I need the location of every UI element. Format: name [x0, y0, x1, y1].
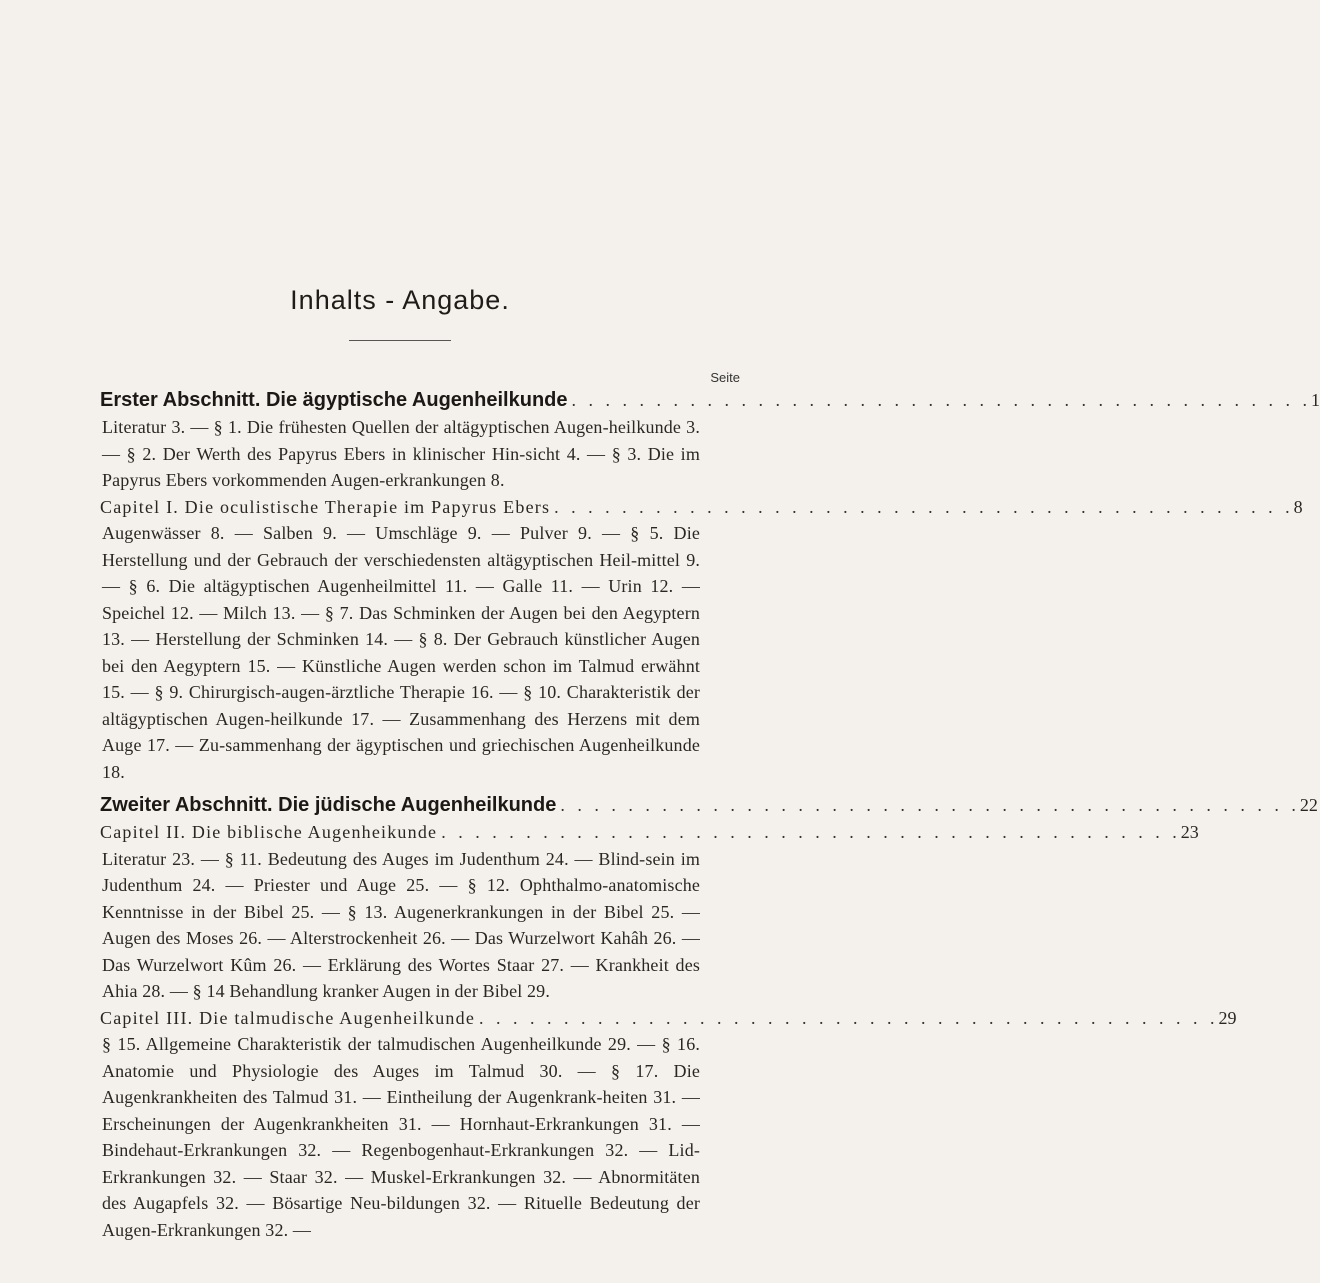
chapter-heading: Capitel I. Die oculistische Therapie im Papyrus Ebers	[100, 496, 551, 517]
toc-section-1[interactable]	[100, 386, 1320, 414]
page-number: 29	[1218, 1007, 1237, 1028]
table-of-contents	[100, 386, 1320, 1243]
page-number: 8	[1293, 496, 1303, 517]
section-contents: Literatur 3. — § 1. Die frühesten Quellen der altägyptischen Augen-heilkunde 3. — § 2. Der Werth des Papyrus Ebers in klinischer Hin-sicht 4. — § 3. Die im Papyrus Ebers vorkommenden Augen-erkrankungen 8.	[102, 417, 700, 490]
leader-dots: . . . . . . . . . . . . . . . . . . . . . . . . . . . . . . . . . . . . . . . . . . . .	[560, 795, 1300, 815]
toc-chapter-1[interactable]	[100, 494, 1303, 521]
page-number: 1	[1311, 390, 1320, 410]
leader-dots: . . . . . . . . . . . . . . . . . . . . . . . . . . . . . . . . . . . . . . . . . . . .	[479, 1007, 1219, 1028]
leader-dots: . . . . . . . . . . . . . . . . . . . . . . . . . . . . . . . . . . . . . . . . . . . .	[571, 390, 1311, 410]
page-number: 22	[1299, 795, 1318, 815]
page-column-label: Seite	[710, 370, 740, 385]
leader-dots: . . . . . . . . . . . . . . . . . . . . . . . . . . . . . . . . . . . . . . . . . . . .	[554, 496, 1294, 517]
page-number: 23	[1180, 822, 1199, 842]
chapter-contents: § 15. Allgemeine Charakteristik der talmudischen Augenheilkunde 29. — § 16. Anatomie und Physiologie des Auges im Talmud 30. — § 17. Die Augenkrankheiten des Talmud 31. — Eintheilung der Augenkrank-heiten 31. — Erscheinungen der Augenkrankheiten 31. — Hornhaut-Erkrankungen 31. — Bindehaut-Erkrankungen 32. — Regenbogenhaut-Erkrankungen 32. — Lid-Erkrankungen 32. — Staar 32. — Muskel-Erkrankungen 32. — Abnormitäten des Augapfels 32. — Bösartige Neu-bildungen 32. — Rituelle Bedeutung der Augen-Erkrankungen 32. —	[102, 1034, 700, 1240]
leader-dots: . . . . . . . . . . . . . . . . . . . . . . . . . . . . . . . . . . . . . . . . . . . .	[441, 822, 1181, 842]
toc-chapter-2[interactable]	[100, 819, 1199, 846]
chapter-contents: Augenwässer 8. — Salben 9. — Umschläge 9. — Pulver 9. — § 5. Die Herstellung und der Gebrauch der verschiedensten altägyptischen Heil-mittel 9. — § 6. Die altägyptischen Augenheilmittel 11. — Galle 11. — Urin 12. — Speichel 12. — Milch 13. — § 7. Das Schminken der Augen bei den Aegyptern 13. — Herstellung der Schminken 14. — § 8. Der Gebrauch künstlicher Augen bei den Aegyptern 15. — Künstliche Augen werden schon im Talmud erwähnt 15. — § 9. Chirurgisch-augen-ärztliche Therapie 16. — § 10. Charakteristik der altägyptischen Augen-heilkunde 17. — Zusammenhang des Herzens mit dem Auge 17. — Zu-sammenhang der ägyptischen und griechischen Augenheilkunde 18.	[102, 523, 700, 782]
page-title: Inhalts - Angabe.	[290, 285, 510, 315]
toc-chapter-3[interactable]	[100, 1005, 1237, 1032]
chapter-contents: Literatur 23. — § 11. Bedeutung des Auges im Judenthum 24. — Blind-sein im Judenthum 24. — Priester und Auge 25. — § 12. Ophthalmo-anatomische Kenntnisse in der Bibel 25. — § 13. Augenerkrankungen in der Bibel 25. — Augen des Moses 26. — Alterstrockenheit 26. — Das Wurzelwort Kahâh 26. — Das Wurzelwort Kûm 26. — Erklärung des Wortes Staar 27. — Krankheit des Ahia 28. — § 14 Behandlung kranker Augen in der Bibel 29.	[102, 848, 700, 1001]
chapter-heading: Capitel II. Die biblische Augenheikunde	[100, 822, 438, 842]
section-heading: Erster Abschnitt. Die ägyptische Augenheilkunde	[100, 389, 568, 411]
toc-section-2[interactable]	[100, 791, 1318, 819]
chapter-heading: Capitel III. Die talmudische Augenheilkunde	[100, 1007, 476, 1028]
title-divider	[349, 340, 451, 341]
section-heading: Zweiter Abschnitt. Die jüdische Augenheilkunde	[100, 794, 557, 816]
